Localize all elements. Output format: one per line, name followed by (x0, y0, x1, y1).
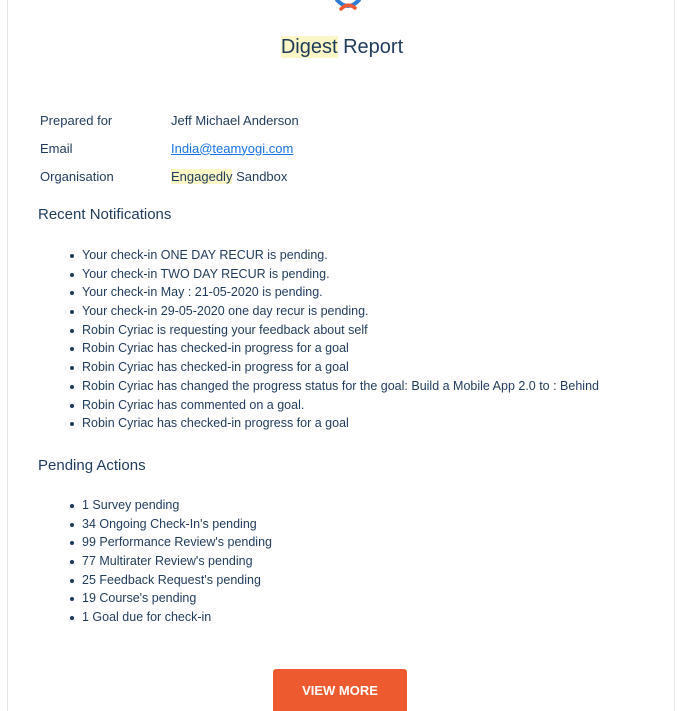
notification-item: Robin Cyriac has checked-in progress for a goal (66, 358, 599, 377)
organisation-highlight: Engagedly (171, 168, 233, 184)
notifications-list (66, 246, 599, 433)
title-rest: Report (337, 36, 404, 58)
recent-notifications-heading: Recent Notifications (38, 206, 172, 223)
notification-item: Your check-in TWO DAY RECUR is pending. (66, 265, 599, 284)
pending-actions-heading: Pending Actions (38, 457, 146, 474)
organisation-rest: Sandbox (232, 168, 288, 184)
recipient-details (40, 106, 299, 190)
notification-item: Robin Cyriac has checked-in progress for a goal (66, 414, 599, 433)
email-digest-container (7, 0, 675, 711)
pending-action-item: 19 Course's pending (66, 589, 272, 608)
notification-item: Robin Cyriac has checked-in progress for a goal (66, 339, 599, 358)
pending-action-item: 99 Performance Review's pending (66, 533, 272, 552)
pending-action-item: 77 Multirater Review's pending (66, 552, 272, 571)
organisation-label: Organisation (40, 168, 114, 184)
email-label: Email (40, 140, 73, 156)
prepared-for-value: Jeff Michael Anderson (171, 112, 299, 128)
organisation-value (171, 169, 287, 184)
email-row (40, 134, 299, 162)
notification-item: Your check-in May : 21-05-2020 is pending. (66, 283, 599, 302)
view-more-button[interactable]: VIEW MORE (273, 669, 407, 711)
notification-item: Your check-in 29-05-2020 one day recur is pending. (66, 302, 599, 321)
notification-item: Robin Cyriac is requesting your feedback about self (66, 321, 599, 340)
page-title (8, 36, 676, 59)
engagedly-logo-icon (333, 0, 363, 16)
notification-item: Robin Cyriac has changed the progress status for the goal: Build a Mobile App 2.0 to : Behind (66, 377, 599, 396)
pending-action-item: 1 Goal due for check-in (66, 608, 272, 627)
prepared-for-label: Prepared for (40, 112, 113, 128)
pending-action-item: 1 Survey pending (66, 496, 272, 515)
email-link[interactable]: India@teamyogi.com (171, 140, 294, 156)
organisation-row (40, 162, 299, 190)
notification-item: Robin Cyriac has commented on a goal. (66, 396, 599, 415)
pending-action-item: 25 Feedback Request's pending (66, 571, 272, 590)
notification-item: Your check-in ONE DAY RECUR is pending. (66, 246, 599, 265)
prepared-for-row (40, 106, 299, 134)
title-highlight: Digest (280, 36, 338, 58)
pending-action-item: 34 Ongoing Check-In's pending (66, 515, 272, 534)
pending-actions-list (66, 496, 272, 627)
